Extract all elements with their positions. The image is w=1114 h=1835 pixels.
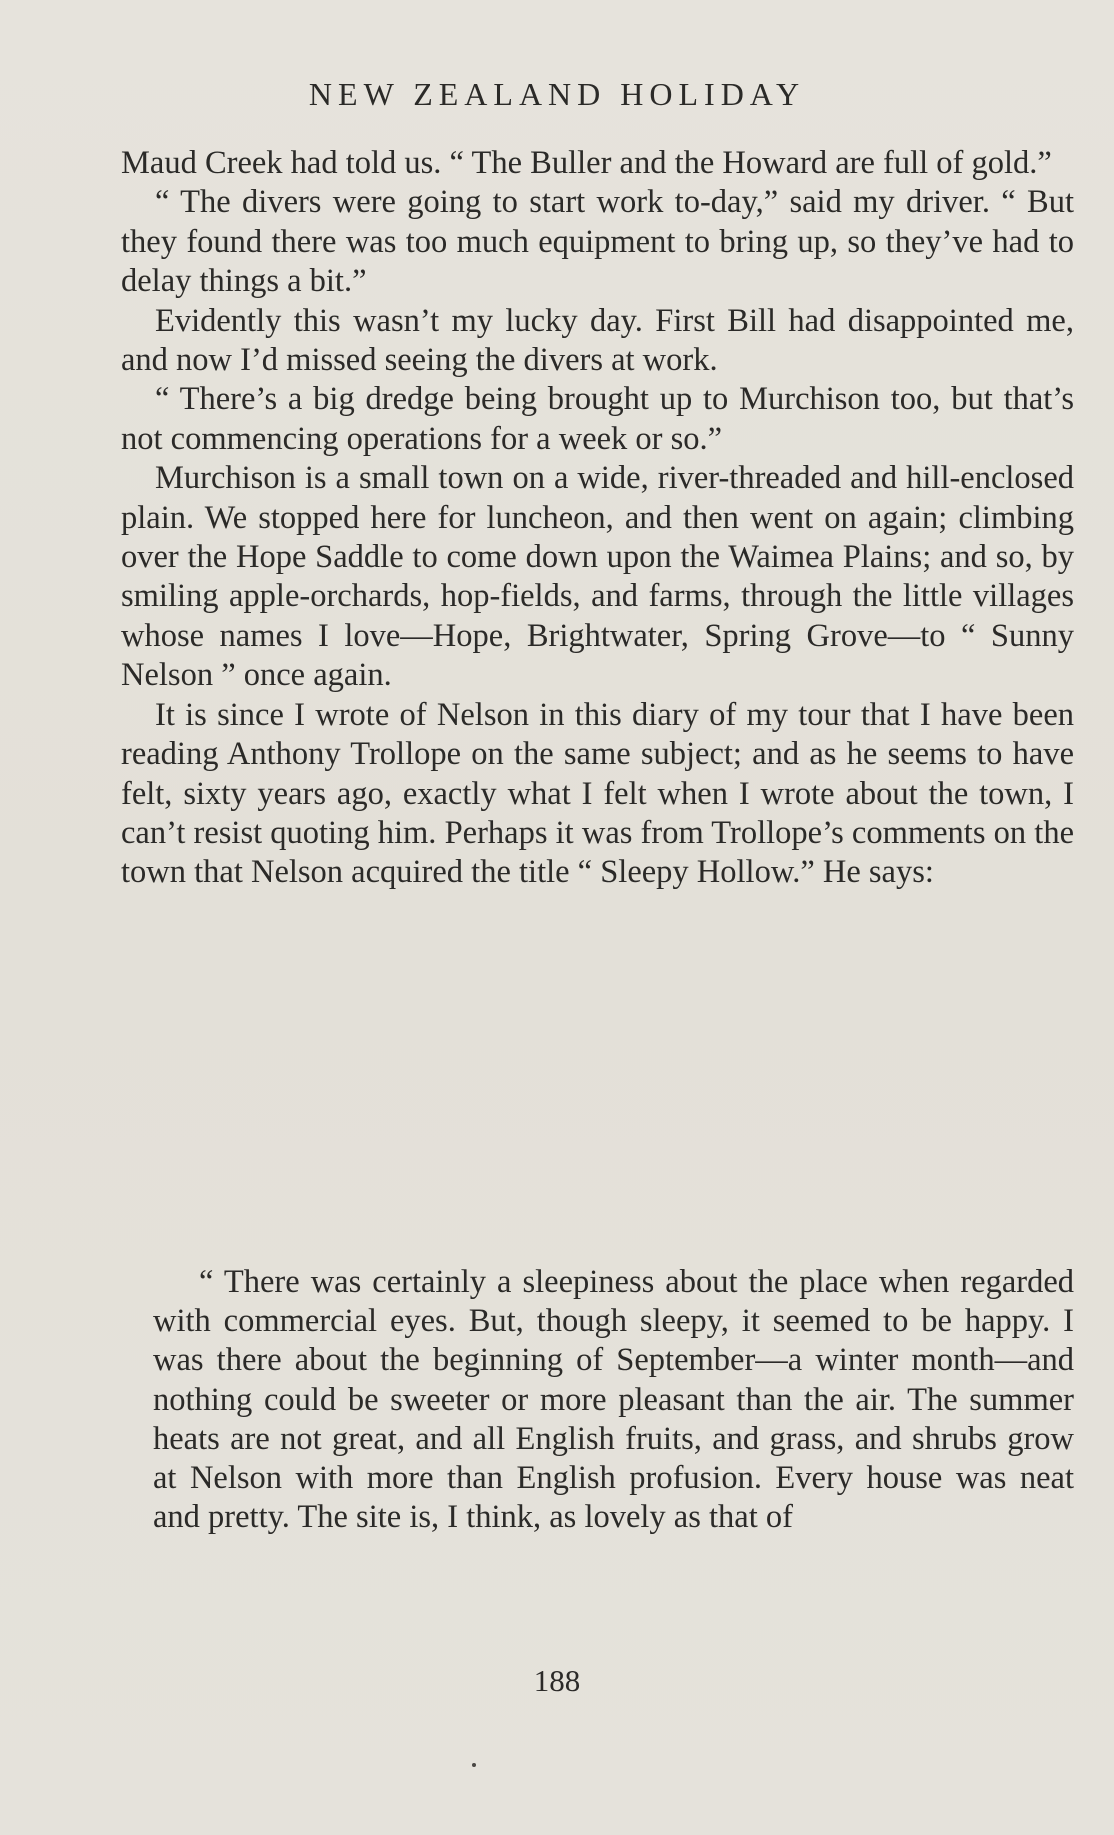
paragraph: It is since I wrote of Nelson in this diary of my tour that I have been reading Anthony Trollope on the same subject; and as he seems to have felt, sixty years ago, exactly what I felt when I wrote about the town, I can’t resist quoting him. Perhaps it was from Trollope’s comments on the town that Nelson acquired the title “ Sleepy Hollow.” He says:	[121, 696, 1074, 891]
main-text	[121, 144, 1074, 893]
paragraph-continuation: Maud Creek had told us. “ The Buller and the Howard are full of gold.”	[121, 145, 1052, 181]
page-number: 188	[533, 1663, 581, 1698]
paragraph: “ The divers were going to start work to-day,” said my driver. “ But they found there was too much equipment to bring up, so they’ve had to delay things a bit.”	[121, 184, 1074, 300]
running-header: NEW ZEALAND HOLIDAY	[308, 76, 806, 112]
block-quote	[153, 1263, 1074, 1537]
paper-speck	[472, 1763, 476, 1767]
paragraph: Evidently this wasn’t my lucky day. First Bill had disappointed me, and now I’d missed seeing the divers at work.	[121, 302, 1074, 379]
paragraph: Murchison is a small town on a wide, river-threaded and hill-enclosed plain. We stopped here for luncheon, and then went on again; climbing over the Hope Saddle to come down upon the Waimea Plains; and so, by smiling apple-orchards, hop-fields, and farms, through the little villages whose names I love—Hope, Brightwater, Spring Grove—to “ Sunny Nelson ” once again.	[121, 460, 1074, 694]
quote-paragraph: “ There was certainly a sleepiness about the place when regarded with commercial eyes. But, though sleepy, it seemed to be happy. I was there about the beginning of September—a winter month—and nothing could be sweeter or more pleasant than the air. The summer heats are not great, and all English fruits, and grass, and shrubs grow at Nelson with more than English profusion. Every house was neat and pretty. The site is, I think, as lovely as that of	[153, 1264, 1074, 1536]
paragraph: “ There’s a big dredge being brought up to Murchison too, but that’s not commencing operations for a week or so.”	[121, 381, 1074, 457]
